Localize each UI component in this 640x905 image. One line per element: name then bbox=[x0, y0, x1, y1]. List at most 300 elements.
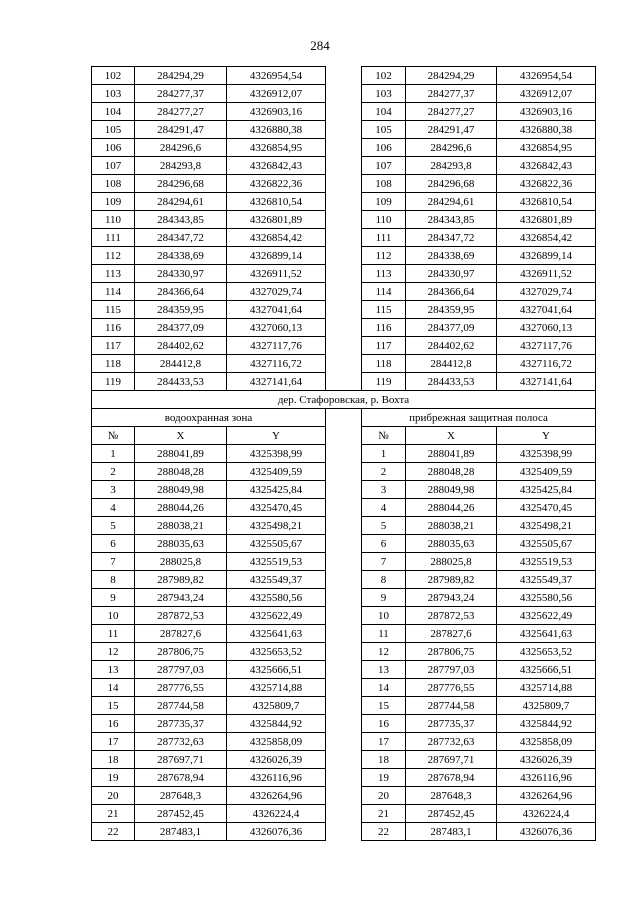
table-row bbox=[92, 247, 596, 265]
right-x-cell: 284366,64 bbox=[406, 283, 497, 301]
right-num-cell: 112 bbox=[362, 247, 406, 265]
gap-cell bbox=[326, 175, 362, 193]
left-y-cell: 4325714,88 bbox=[227, 679, 326, 697]
left-y-cell: 4327116,72 bbox=[227, 355, 326, 373]
left-x-cell: 287452,45 bbox=[135, 805, 227, 823]
table-row bbox=[92, 769, 596, 787]
right-num-cell: 104 bbox=[362, 103, 406, 121]
left-num-cell: 117 bbox=[92, 337, 135, 355]
table-row bbox=[92, 751, 596, 769]
right-y-cell: 4325519,53 bbox=[497, 553, 596, 571]
left-num-cell: 4 bbox=[92, 499, 135, 517]
left-x-cell: 287806,75 bbox=[135, 643, 227, 661]
gap-cell bbox=[326, 751, 362, 769]
left-num-cell: 102 bbox=[92, 67, 135, 85]
right-num-cell: 4 bbox=[362, 499, 406, 517]
right-x-cell: 284347,72 bbox=[406, 229, 497, 247]
left-x-cell: 284343,85 bbox=[135, 211, 227, 229]
left-x-cell: 284294,61 bbox=[135, 193, 227, 211]
right-x-cell: 284277,37 bbox=[406, 85, 497, 103]
left-y-cell: 4326224,4 bbox=[227, 805, 326, 823]
left-y-cell: 4325809,7 bbox=[227, 697, 326, 715]
left-x-cell: 288048,28 bbox=[135, 463, 227, 481]
gap-cell bbox=[326, 679, 362, 697]
left-y-cell: 4325858,09 bbox=[227, 733, 326, 751]
right-x-cell: 287678,94 bbox=[406, 769, 497, 787]
right-num-cell: 117 bbox=[362, 337, 406, 355]
right-num-cell: 8 bbox=[362, 571, 406, 589]
left-y-cell: 4326801,89 bbox=[227, 211, 326, 229]
left-y-cell: 4327029,74 bbox=[227, 283, 326, 301]
table-row bbox=[92, 679, 596, 697]
right-num-cell: 111 bbox=[362, 229, 406, 247]
gap-cell bbox=[326, 553, 362, 571]
right-y-cell: 4327141,64 bbox=[497, 373, 596, 391]
right-y-cell: 4327116,72 bbox=[497, 355, 596, 373]
left-num-cell: 2 bbox=[92, 463, 135, 481]
left-num-cell: 6 bbox=[92, 535, 135, 553]
gap-cell bbox=[326, 463, 362, 481]
left-y-cell: 4325844,92 bbox=[227, 715, 326, 733]
left-num-cell: 109 bbox=[92, 193, 135, 211]
gap-cell bbox=[326, 211, 362, 229]
right-num-cell: 1 bbox=[362, 445, 406, 463]
left-x-cell: 288035,63 bbox=[135, 535, 227, 553]
right-num-cell: 18 bbox=[362, 751, 406, 769]
left-y-cell: 4325470,45 bbox=[227, 499, 326, 517]
gap-cell bbox=[326, 337, 362, 355]
gap-cell bbox=[326, 409, 362, 427]
table-row bbox=[92, 589, 596, 607]
right-y-cell: 4325622,49 bbox=[497, 607, 596, 625]
table-row bbox=[92, 733, 596, 751]
right-y-cell: 4325714,88 bbox=[497, 679, 596, 697]
table-row bbox=[92, 535, 596, 553]
right-num-cell: 110 bbox=[362, 211, 406, 229]
left-x-cell: 287697,71 bbox=[135, 751, 227, 769]
left-x-cell: 284338,69 bbox=[135, 247, 227, 265]
right-y-cell: 4325425,84 bbox=[497, 481, 596, 499]
right-y-cell: 4326854,42 bbox=[497, 229, 596, 247]
right-num-cell: 11 bbox=[362, 625, 406, 643]
left-num-cell: 12 bbox=[92, 643, 135, 661]
left-y-cell: 4325622,49 bbox=[227, 607, 326, 625]
left-num-cell: 10 bbox=[92, 607, 135, 625]
right-num-cell: 119 bbox=[362, 373, 406, 391]
left-num-cell: 11 bbox=[92, 625, 135, 643]
right-y-cell: 4325844,92 bbox=[497, 715, 596, 733]
left-num-cell: 119 bbox=[92, 373, 135, 391]
gap-cell bbox=[326, 589, 362, 607]
gap-cell bbox=[326, 445, 362, 463]
right-x-cell: 288035,63 bbox=[406, 535, 497, 553]
table-row bbox=[92, 697, 596, 715]
left-y-cell: 4326854,95 bbox=[227, 139, 326, 157]
right-y-cell: 4325653,52 bbox=[497, 643, 596, 661]
left-num-cell: 3 bbox=[92, 481, 135, 499]
left-x-cell: 284377,09 bbox=[135, 319, 227, 337]
right-y-cell: 4325809,7 bbox=[497, 697, 596, 715]
right-num-cell: 2 bbox=[362, 463, 406, 481]
left-x-cell: 287872,53 bbox=[135, 607, 227, 625]
left-num-cell: 1 bbox=[92, 445, 135, 463]
right-num-cell: 103 bbox=[362, 85, 406, 103]
right-x-cell: 287483,1 bbox=[406, 823, 497, 841]
left-num-cell: 107 bbox=[92, 157, 135, 175]
left-zone-title: водоохранная зона bbox=[92, 409, 326, 427]
left-x-cell: 284366,64 bbox=[135, 283, 227, 301]
gap-cell bbox=[326, 769, 362, 787]
coordinates-table bbox=[91, 66, 596, 841]
left-x-cell: 284412,8 bbox=[135, 355, 227, 373]
gap-cell bbox=[326, 823, 362, 841]
table-row bbox=[92, 643, 596, 661]
right-x-cell: 284291,47 bbox=[406, 121, 497, 139]
left-y-cell: 4325666,51 bbox=[227, 661, 326, 679]
page-number: 284 bbox=[310, 38, 330, 53]
right-zone-title: прибрежная защитная полоса bbox=[362, 409, 596, 427]
left-y-cell: 4326911,52 bbox=[227, 265, 326, 283]
left-num-cell: 7 bbox=[92, 553, 135, 571]
right-x-cell: 288041,89 bbox=[406, 445, 497, 463]
header-y-left: Y bbox=[227, 427, 326, 445]
gap-cell bbox=[326, 157, 362, 175]
left-y-cell: 4326810,54 bbox=[227, 193, 326, 211]
left-num-cell: 19 bbox=[92, 769, 135, 787]
left-x-cell: 287776,55 bbox=[135, 679, 227, 697]
left-x-cell: 284296,6 bbox=[135, 139, 227, 157]
right-x-cell: 287989,82 bbox=[406, 571, 497, 589]
left-num-cell: 9 bbox=[92, 589, 135, 607]
left-y-cell: 4326912,07 bbox=[227, 85, 326, 103]
left-x-cell: 287678,94 bbox=[135, 769, 227, 787]
table-row bbox=[92, 229, 596, 247]
section-title: дер. Стафоровская, р. Вохта bbox=[92, 391, 596, 409]
left-y-cell: 4327060,13 bbox=[227, 319, 326, 337]
right-x-cell: 287827,6 bbox=[406, 625, 497, 643]
right-y-cell: 4326912,07 bbox=[497, 85, 596, 103]
table-row bbox=[92, 157, 596, 175]
left-y-cell: 4326026,39 bbox=[227, 751, 326, 769]
left-x-cell: 284402,62 bbox=[135, 337, 227, 355]
right-y-cell: 4326954,54 bbox=[497, 67, 596, 85]
gap-cell bbox=[326, 733, 362, 751]
left-y-cell: 4327141,64 bbox=[227, 373, 326, 391]
header-x-left: X bbox=[135, 427, 227, 445]
left-x-cell: 287989,82 bbox=[135, 571, 227, 589]
table-row bbox=[92, 553, 596, 571]
gap-cell bbox=[326, 67, 362, 85]
left-num-cell: 111 bbox=[92, 229, 135, 247]
left-x-cell: 284359,95 bbox=[135, 301, 227, 319]
left-num-cell: 114 bbox=[92, 283, 135, 301]
right-num-cell: 9 bbox=[362, 589, 406, 607]
gap-cell bbox=[326, 193, 362, 211]
right-num-cell: 16 bbox=[362, 715, 406, 733]
header-num-left: № bbox=[92, 427, 135, 445]
left-y-cell: 4325409,59 bbox=[227, 463, 326, 481]
left-num-cell: 18 bbox=[92, 751, 135, 769]
left-x-cell: 288044,26 bbox=[135, 499, 227, 517]
table-row bbox=[92, 337, 596, 355]
gap-cell bbox=[326, 607, 362, 625]
left-num-cell: 106 bbox=[92, 139, 135, 157]
left-x-cell: 284294,29 bbox=[135, 67, 227, 85]
gap-cell bbox=[326, 121, 362, 139]
table-row bbox=[92, 265, 596, 283]
gap-cell bbox=[326, 481, 362, 499]
left-num-cell: 17 bbox=[92, 733, 135, 751]
left-x-cell: 287827,6 bbox=[135, 625, 227, 643]
right-x-cell: 284377,09 bbox=[406, 319, 497, 337]
right-y-cell: 4327060,13 bbox=[497, 319, 596, 337]
left-y-cell: 4327041,64 bbox=[227, 301, 326, 319]
gap-cell bbox=[326, 229, 362, 247]
left-y-cell: 4326954,54 bbox=[227, 67, 326, 85]
table-row bbox=[92, 445, 596, 463]
left-x-cell: 287744,58 bbox=[135, 697, 227, 715]
gap-cell bbox=[326, 301, 362, 319]
right-x-cell: 288038,21 bbox=[406, 517, 497, 535]
table-row bbox=[92, 625, 596, 643]
right-x-cell: 284402,62 bbox=[406, 337, 497, 355]
right-num-cell: 10 bbox=[362, 607, 406, 625]
table-row bbox=[92, 301, 596, 319]
left-x-cell: 284277,37 bbox=[135, 85, 227, 103]
bottom-rows bbox=[92, 445, 596, 841]
left-num-cell: 5 bbox=[92, 517, 135, 535]
gap-cell bbox=[326, 247, 362, 265]
left-num-cell: 108 bbox=[92, 175, 135, 193]
table-row bbox=[92, 211, 596, 229]
left-x-cell: 284277,27 bbox=[135, 103, 227, 121]
left-num-cell: 113 bbox=[92, 265, 135, 283]
header-x-right: X bbox=[406, 427, 497, 445]
left-num-cell: 116 bbox=[92, 319, 135, 337]
left-x-cell: 287735,37 bbox=[135, 715, 227, 733]
right-x-cell: 287872,53 bbox=[406, 607, 497, 625]
header-num-right: № bbox=[362, 427, 406, 445]
table-row bbox=[92, 823, 596, 841]
right-num-cell: 22 bbox=[362, 823, 406, 841]
left-y-cell: 4326903,16 bbox=[227, 103, 326, 121]
gap-cell bbox=[326, 283, 362, 301]
right-num-cell: 115 bbox=[362, 301, 406, 319]
left-num-cell: 20 bbox=[92, 787, 135, 805]
right-x-cell: 284359,95 bbox=[406, 301, 497, 319]
right-x-cell: 287697,71 bbox=[406, 751, 497, 769]
right-num-cell: 108 bbox=[362, 175, 406, 193]
left-num-cell: 8 bbox=[92, 571, 135, 589]
left-num-cell: 15 bbox=[92, 697, 135, 715]
right-num-cell: 102 bbox=[362, 67, 406, 85]
gap-cell bbox=[326, 805, 362, 823]
left-x-cell: 284330,97 bbox=[135, 265, 227, 283]
table-row bbox=[92, 121, 596, 139]
right-num-cell: 107 bbox=[362, 157, 406, 175]
left-num-cell: 115 bbox=[92, 301, 135, 319]
right-num-cell: 5 bbox=[362, 517, 406, 535]
right-y-cell: 4326903,16 bbox=[497, 103, 596, 121]
left-num-cell: 104 bbox=[92, 103, 135, 121]
table-row bbox=[92, 85, 596, 103]
right-y-cell: 4326116,96 bbox=[497, 769, 596, 787]
right-x-cell: 287452,45 bbox=[406, 805, 497, 823]
table-row bbox=[92, 175, 596, 193]
table-row bbox=[92, 661, 596, 679]
gap-cell bbox=[326, 697, 362, 715]
gap-cell bbox=[326, 103, 362, 121]
right-num-cell: 19 bbox=[362, 769, 406, 787]
right-y-cell: 4326822,36 bbox=[497, 175, 596, 193]
right-x-cell: 284296,6 bbox=[406, 139, 497, 157]
table-row bbox=[92, 67, 596, 85]
left-y-cell: 4326880,38 bbox=[227, 121, 326, 139]
table-row bbox=[92, 103, 596, 121]
left-y-cell: 4325653,52 bbox=[227, 643, 326, 661]
right-num-cell: 106 bbox=[362, 139, 406, 157]
table-row bbox=[92, 499, 596, 517]
left-num-cell: 110 bbox=[92, 211, 135, 229]
left-x-cell: 287732,63 bbox=[135, 733, 227, 751]
left-num-cell: 105 bbox=[92, 121, 135, 139]
left-x-cell: 284347,72 bbox=[135, 229, 227, 247]
left-x-cell: 288041,89 bbox=[135, 445, 227, 463]
left-y-cell: 4325549,37 bbox=[227, 571, 326, 589]
right-x-cell: 288044,26 bbox=[406, 499, 497, 517]
right-x-cell: 284293,8 bbox=[406, 157, 497, 175]
right-y-cell: 4325505,67 bbox=[497, 535, 596, 553]
left-num-cell: 22 bbox=[92, 823, 135, 841]
right-y-cell: 4325666,51 bbox=[497, 661, 596, 679]
right-x-cell: 287776,55 bbox=[406, 679, 497, 697]
left-x-cell: 284291,47 bbox=[135, 121, 227, 139]
left-y-cell: 4325398,99 bbox=[227, 445, 326, 463]
header-y-right: Y bbox=[497, 427, 596, 445]
right-num-cell: 21 bbox=[362, 805, 406, 823]
right-x-cell: 284294,61 bbox=[406, 193, 497, 211]
right-num-cell: 7 bbox=[362, 553, 406, 571]
right-x-cell: 287735,37 bbox=[406, 715, 497, 733]
left-num-cell: 21 bbox=[92, 805, 135, 823]
right-num-cell: 6 bbox=[362, 535, 406, 553]
left-x-cell: 284296,68 bbox=[135, 175, 227, 193]
gap-cell bbox=[326, 571, 362, 589]
table-row bbox=[92, 463, 596, 481]
gap-cell bbox=[326, 85, 362, 103]
right-y-cell: 4325641,63 bbox=[497, 625, 596, 643]
table-row bbox=[92, 139, 596, 157]
left-num-cell: 103 bbox=[92, 85, 135, 103]
left-num-cell: 14 bbox=[92, 679, 135, 697]
table-row bbox=[92, 715, 596, 733]
right-y-cell: 4326842,43 bbox=[497, 157, 596, 175]
top-rows bbox=[92, 67, 596, 391]
left-y-cell: 4326854,42 bbox=[227, 229, 326, 247]
left-y-cell: 4326116,96 bbox=[227, 769, 326, 787]
right-x-cell: 287943,24 bbox=[406, 589, 497, 607]
gap-cell bbox=[326, 499, 362, 517]
gap-cell bbox=[326, 427, 362, 445]
right-num-cell: 12 bbox=[362, 643, 406, 661]
table-row bbox=[92, 193, 596, 211]
left-y-cell: 4326822,36 bbox=[227, 175, 326, 193]
left-y-cell: 4325498,21 bbox=[227, 517, 326, 535]
right-num-cell: 118 bbox=[362, 355, 406, 373]
right-y-cell: 4325858,09 bbox=[497, 733, 596, 751]
left-y-cell: 4325425,84 bbox=[227, 481, 326, 499]
gap-cell bbox=[326, 355, 362, 373]
table-row bbox=[92, 373, 596, 391]
right-y-cell: 4326810,54 bbox=[497, 193, 596, 211]
left-num-cell: 16 bbox=[92, 715, 135, 733]
right-y-cell: 4325549,37 bbox=[497, 571, 596, 589]
right-y-cell: 4326880,38 bbox=[497, 121, 596, 139]
left-x-cell: 287943,24 bbox=[135, 589, 227, 607]
right-x-cell: 288048,28 bbox=[406, 463, 497, 481]
right-num-cell: 113 bbox=[362, 265, 406, 283]
table-row bbox=[92, 805, 596, 823]
right-x-cell: 284412,8 bbox=[406, 355, 497, 373]
right-num-cell: 20 bbox=[362, 787, 406, 805]
left-x-cell: 287797,03 bbox=[135, 661, 227, 679]
right-y-cell: 4326264,96 bbox=[497, 787, 596, 805]
left-y-cell: 4325641,63 bbox=[227, 625, 326, 643]
table-row bbox=[92, 607, 596, 625]
table-row bbox=[92, 481, 596, 499]
right-y-cell: 4326801,89 bbox=[497, 211, 596, 229]
left-x-cell: 284293,8 bbox=[135, 157, 227, 175]
left-y-cell: 4326842,43 bbox=[227, 157, 326, 175]
right-x-cell: 288025,8 bbox=[406, 553, 497, 571]
left-y-cell: 4326899,14 bbox=[227, 247, 326, 265]
left-num-cell: 112 bbox=[92, 247, 135, 265]
right-y-cell: 4325409,59 bbox=[497, 463, 596, 481]
right-y-cell: 4326076,36 bbox=[497, 823, 596, 841]
left-x-cell: 287648,3 bbox=[135, 787, 227, 805]
right-num-cell: 13 bbox=[362, 661, 406, 679]
right-x-cell: 287732,63 bbox=[406, 733, 497, 751]
right-x-cell: 284433,53 bbox=[406, 373, 497, 391]
table-row bbox=[92, 787, 596, 805]
right-num-cell: 14 bbox=[362, 679, 406, 697]
gap-cell bbox=[326, 139, 362, 157]
gap-cell bbox=[326, 787, 362, 805]
right-y-cell: 4326854,95 bbox=[497, 139, 596, 157]
table-row bbox=[92, 355, 596, 373]
left-y-cell: 4325505,67 bbox=[227, 535, 326, 553]
left-y-cell: 4325580,56 bbox=[227, 589, 326, 607]
right-x-cell: 284296,68 bbox=[406, 175, 497, 193]
left-num-cell: 13 bbox=[92, 661, 135, 679]
right-y-cell: 4325580,56 bbox=[497, 589, 596, 607]
right-y-cell: 4326899,14 bbox=[497, 247, 596, 265]
left-y-cell: 4325519,53 bbox=[227, 553, 326, 571]
right-x-cell: 287797,03 bbox=[406, 661, 497, 679]
left-x-cell: 288038,21 bbox=[135, 517, 227, 535]
right-num-cell: 116 bbox=[362, 319, 406, 337]
right-num-cell: 105 bbox=[362, 121, 406, 139]
right-num-cell: 15 bbox=[362, 697, 406, 715]
right-y-cell: 4326224,4 bbox=[497, 805, 596, 823]
section-header bbox=[92, 391, 596, 445]
left-x-cell: 284433,53 bbox=[135, 373, 227, 391]
right-x-cell: 284330,97 bbox=[406, 265, 497, 283]
right-y-cell: 4325398,99 bbox=[497, 445, 596, 463]
right-x-cell: 288049,98 bbox=[406, 481, 497, 499]
gap-cell bbox=[326, 373, 362, 391]
right-x-cell: 284277,27 bbox=[406, 103, 497, 121]
